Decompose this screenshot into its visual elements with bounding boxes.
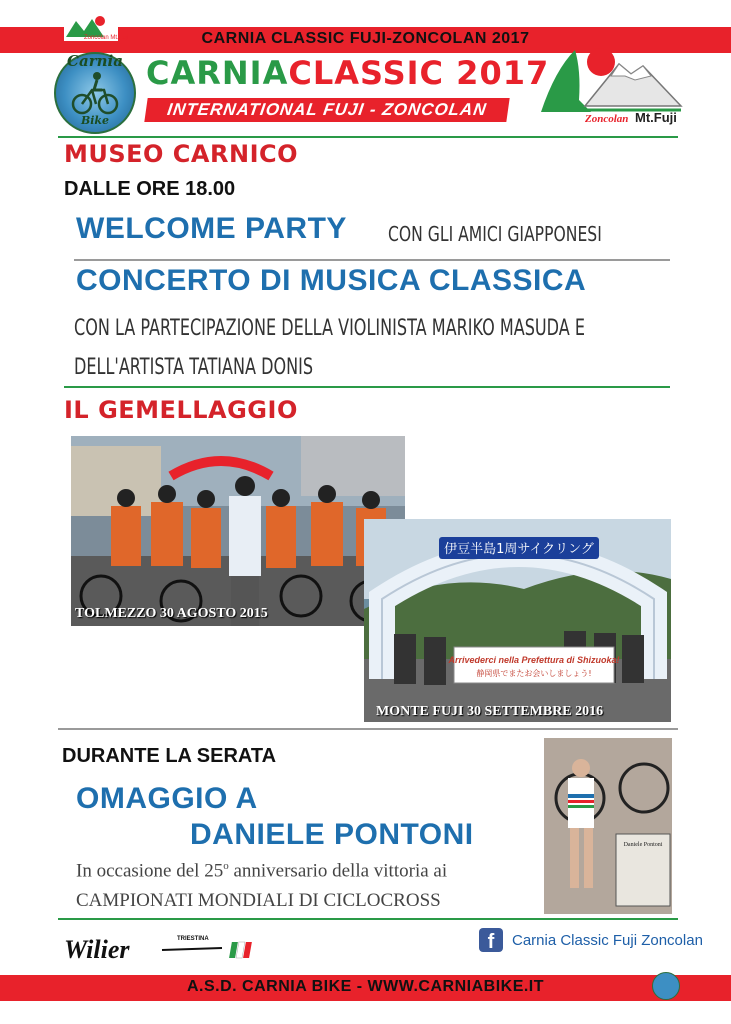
banner-subtext: 静岡県でまたお会いしましょう! xyxy=(476,669,592,678)
small-logo-text: Zoncolan Mt.Fuji xyxy=(84,35,129,41)
facebook-icon[interactable]: f xyxy=(479,928,503,952)
zoncolan-fuji-small-logo xyxy=(64,13,129,41)
title-classic-2017: CLASSIC 2017 xyxy=(288,54,550,92)
photo-tolmezzo xyxy=(71,436,405,626)
footer-website-text[interactable]: A.S.D. CARNIA BIKE - WWW.CARNIABIKE.IT xyxy=(186,978,545,995)
divider-2 xyxy=(64,386,670,388)
serata-heading: DURANTE LA SERATA xyxy=(62,745,277,767)
carnia-bike-logo xyxy=(54,52,136,134)
welcome-party-title: WELCOME PARTY xyxy=(76,212,347,245)
header-divider xyxy=(58,136,678,138)
anniversary-sup: o xyxy=(223,860,229,872)
cyclist-icon xyxy=(70,70,120,116)
welcome-party-sub: CON GLI AMICI GIAPPONESI xyxy=(388,222,602,246)
museo-title: MUSEO CARNICO xyxy=(64,140,299,168)
anniversary-text-b: anniversario della vittoria ai xyxy=(228,860,448,882)
italy-flag-icon xyxy=(229,942,252,958)
facebook-page-link[interactable]: Carnia Classic Fuji Zoncolan xyxy=(512,932,703,949)
logo-bottom-text: Bike xyxy=(80,114,110,127)
gemellaggio-title: IL GEMELLAGGIO xyxy=(64,396,298,424)
wilier-text: Wilier xyxy=(64,935,130,964)
photo-monte-fuji xyxy=(364,519,671,722)
concert-line-2: DELL'ARTISTA TATIANA DONIS xyxy=(74,355,314,380)
wilier-logo xyxy=(62,930,262,966)
book-title: Daniele Pontoni xyxy=(623,842,663,848)
top-banner-text: CARNIA CLASSIC FUJI-ZONCOLAN 2017 xyxy=(201,30,530,47)
anniversary-line-1 xyxy=(76,860,447,882)
time-heading: DALLE ORE 18.00 xyxy=(64,178,236,200)
omaggio-line-1: OMAGGIO A xyxy=(76,782,258,815)
arch-text: 伊豆半島1周サイクリング xyxy=(444,542,594,557)
photo-fuji-caption: MONTE FUJI 30 SETTEMBRE 2016 xyxy=(376,704,604,719)
event-title xyxy=(146,54,549,92)
anniversary-line-2: CAMPIONATI MONDIALI DI CICLOCROSS xyxy=(76,890,441,911)
fuji-logo-left-text: Zoncolan xyxy=(585,113,629,125)
subtitle-banner: INTERNATIONAL FUJI - ZONCOLAN xyxy=(144,98,509,122)
zoncolan-fuji-logo xyxy=(535,40,685,126)
logo-top-text: Carnia xyxy=(67,52,123,70)
title-carnia: CARNIA xyxy=(146,54,289,92)
fuji-photo-scene xyxy=(364,519,671,722)
photo-tolmezzo-caption: TOLMEZZO 30 AGOSTO 2015 xyxy=(75,606,268,621)
divider-4 xyxy=(58,918,678,920)
wilier-triestina-text: TRIESTINA xyxy=(177,936,209,942)
pontoni-photo xyxy=(544,738,672,914)
divider-3 xyxy=(58,728,678,730)
omaggio-line-2: DANIELE PONTONI xyxy=(190,818,474,851)
concert-title: CONCERTO DI MUSICA CLASSICA xyxy=(76,264,587,297)
anniversary-text-a: In occasione del 25 xyxy=(76,860,224,882)
divider-1 xyxy=(74,259,670,261)
fuji-logo-right-text: Mt.Fuji xyxy=(635,110,677,125)
carnia-bike-mini-logo xyxy=(652,972,680,1000)
pontoni-photo-scene xyxy=(544,738,672,914)
banner-text: Arrivederci nella Prefettura di Shizuoka! xyxy=(448,655,620,665)
tolmezzo-photo-scene xyxy=(71,436,405,626)
concert-line-1: CON LA PARTECIPAZIONE DELLA VIOLINISTA MARIKO MASUDA E xyxy=(74,316,585,341)
